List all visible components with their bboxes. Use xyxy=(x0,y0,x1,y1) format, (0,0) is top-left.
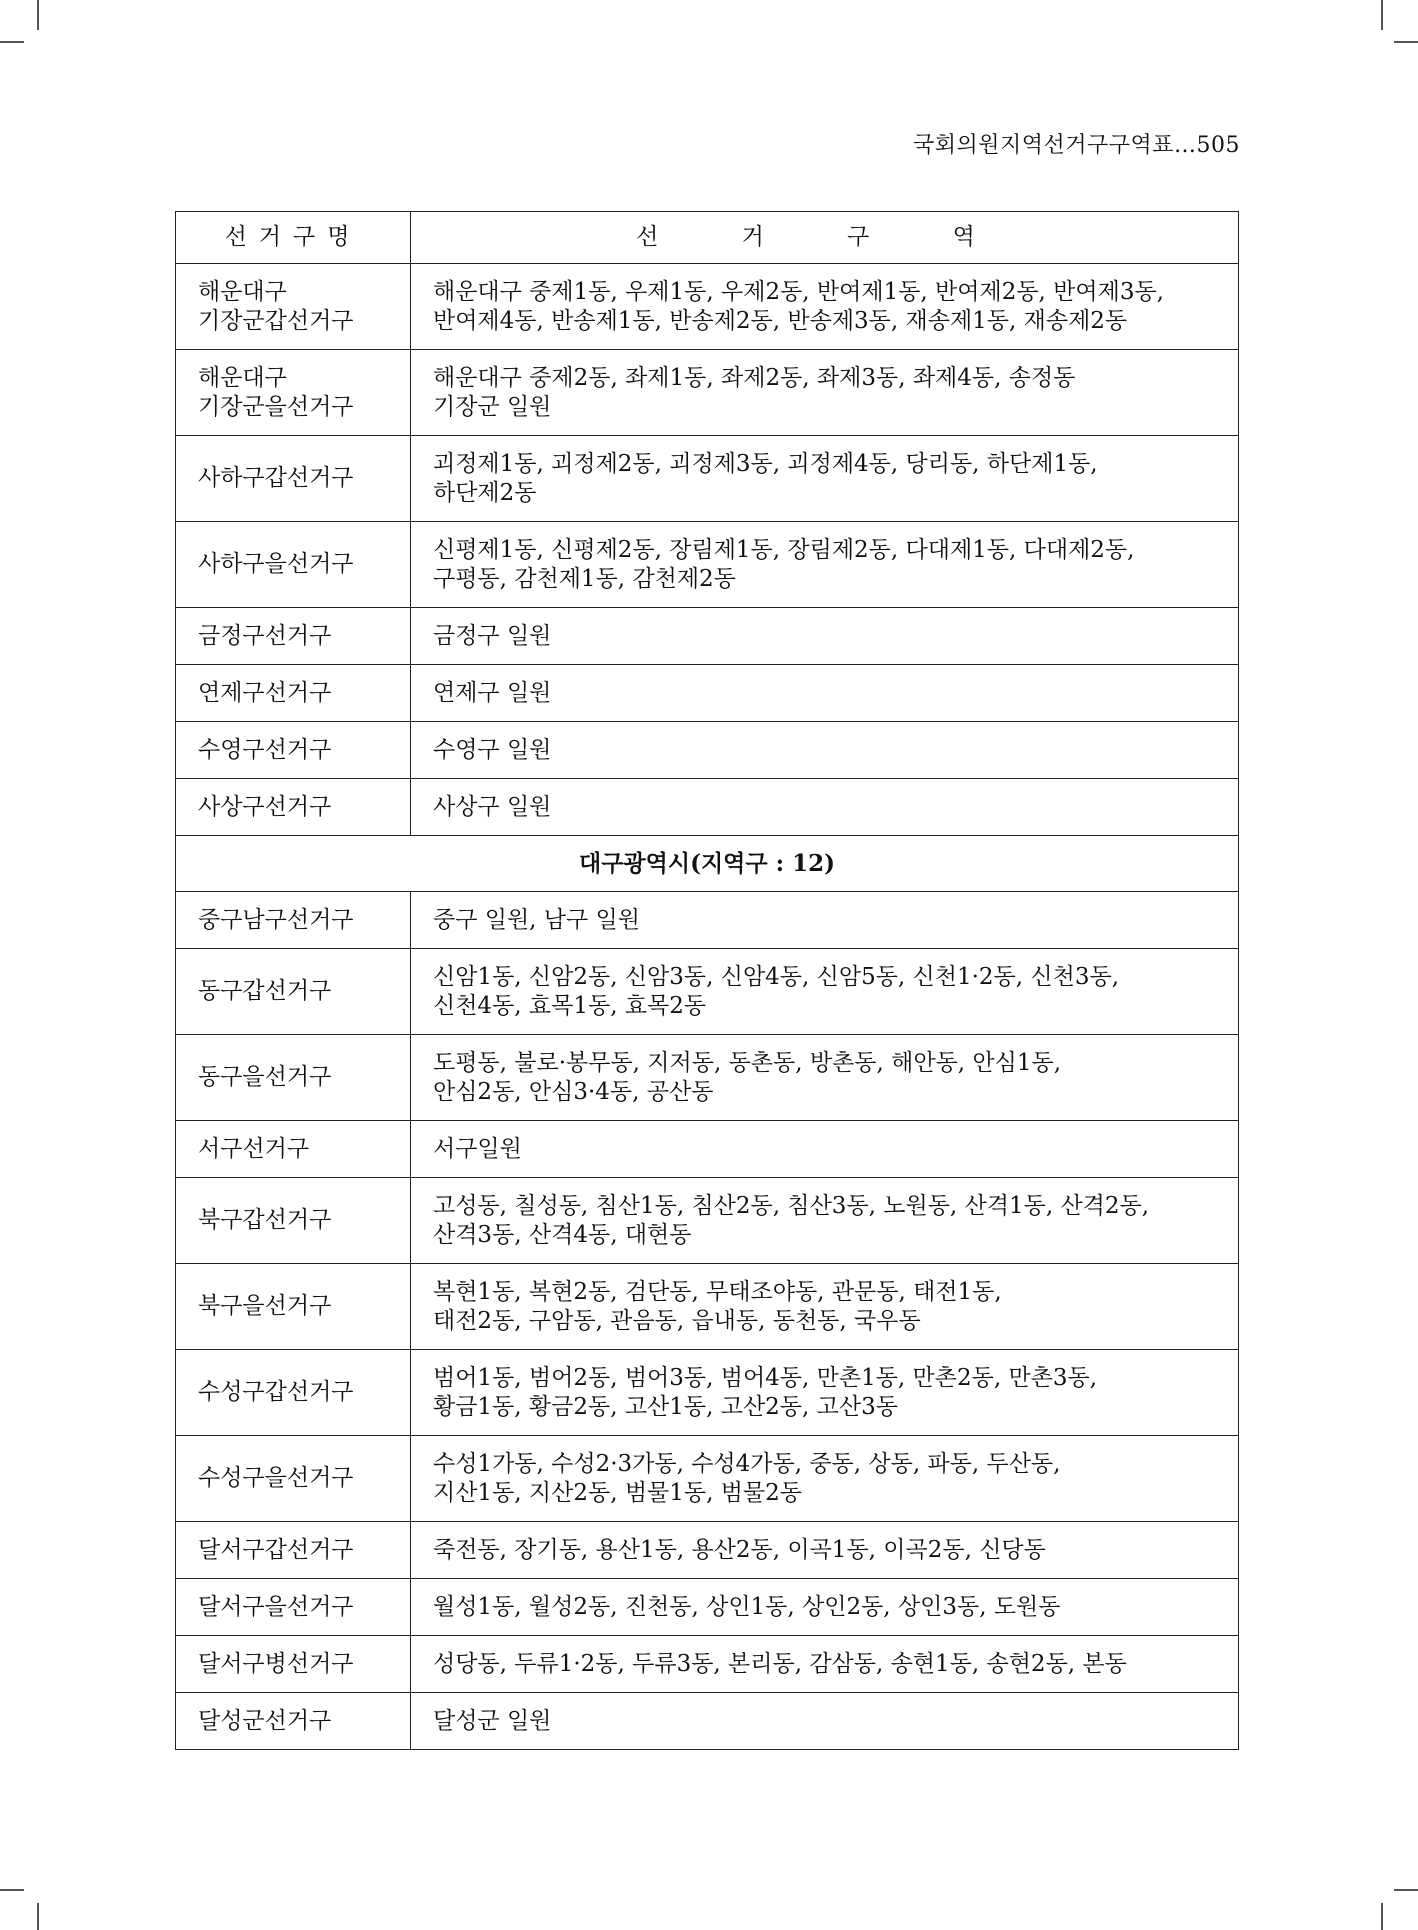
district-area: 도평동, 불로·봉무동, 지저동, 동촌동, 방촌동, 해안동, 안심1동, 안심2동, 안심3·4동, 공산동 xyxy=(411,1035,1239,1121)
table-row xyxy=(176,436,1239,522)
section-row xyxy=(176,836,1239,892)
table-row xyxy=(176,1178,1239,1264)
section-title: 대구광역시(지역구 : 12) xyxy=(176,836,1239,892)
district-area: 성당동, 두류1·2동, 두류3동, 본리동, 감삼동, 송현1동, 송현2동, 본동 xyxy=(411,1636,1239,1693)
table-row xyxy=(176,1522,1239,1579)
district-area: 복현1동, 복현2동, 검단동, 무태조야동, 관문동, 태전1동, 태전2동, 구암동, 관음동, 읍내동, 동천동, 국우동 xyxy=(411,1264,1239,1350)
district-area: 신평제1동, 신평제2동, 장림제1동, 장림제2동, 다대제1동, 다대제2동, 구평동, 감천제1동, 감천제2동 xyxy=(411,522,1239,608)
district-table xyxy=(175,211,1239,1750)
crop-mark xyxy=(37,0,39,30)
table-row xyxy=(176,1579,1239,1636)
district-name: 달서구병선거구 xyxy=(176,1636,411,1693)
table-row xyxy=(176,722,1239,779)
table-row xyxy=(176,779,1239,836)
crop-mark xyxy=(1381,0,1383,30)
table-row xyxy=(176,665,1239,722)
table-row xyxy=(176,949,1239,1035)
crop-mark xyxy=(1394,1889,1418,1891)
district-area: 사상구 일원 xyxy=(411,779,1239,836)
table-row xyxy=(176,350,1239,436)
column-header-area: 선 거 구 역 xyxy=(411,212,1239,264)
crop-mark xyxy=(0,1889,24,1891)
table-row xyxy=(176,264,1239,350)
district-name: 북구을선거구 xyxy=(176,1264,411,1350)
district-area: 수영구 일원 xyxy=(411,722,1239,779)
district-area: 해운대구 중제2동, 좌제1동, 좌제2동, 좌제3동, 좌제4동, 송정동 기장군 일원 xyxy=(411,350,1239,436)
table-row xyxy=(176,1693,1239,1750)
table-row xyxy=(176,1121,1239,1178)
district-area: 연제구 일원 xyxy=(411,665,1239,722)
district-name: 동구을선거구 xyxy=(176,1035,411,1121)
district-area: 범어1동, 범어2동, 범어3동, 범어4동, 만촌1동, 만촌2동, 만촌3동, 황금1동, 황금2동, 고산1동, 고산2동, 고산3동 xyxy=(411,1350,1239,1436)
district-name: 사하구갑선거구 xyxy=(176,436,411,522)
district-area: 괴정제1동, 괴정제2동, 괴정제3동, 괴정제4동, 당리동, 하단제1동, 하단제2동 xyxy=(411,436,1239,522)
table-row xyxy=(176,1436,1239,1522)
table-row xyxy=(176,1264,1239,1350)
district-area: 월성1동, 월성2동, 진천동, 상인1동, 상인2동, 상인3동, 도원동 xyxy=(411,1579,1239,1636)
district-name: 달성군선거구 xyxy=(176,1693,411,1750)
district-name: 달서구갑선거구 xyxy=(176,1522,411,1579)
district-area: 해운대구 중제1동, 우제1동, 우제2동, 반여제1동, 반여제2동, 반여제3동, 반여제4동, 반송제1동, 반송제2동, 반송제3동, 재송제1동, 재송제2동 xyxy=(411,264,1239,350)
running-title: 국회의원지역선거구구역표…505 xyxy=(912,133,1240,158)
district-name: 달서구을선거구 xyxy=(176,1579,411,1636)
table-row xyxy=(176,522,1239,608)
district-area: 달성군 일원 xyxy=(411,1693,1239,1750)
table-row xyxy=(176,892,1239,949)
crop-mark xyxy=(1394,41,1418,43)
district-area: 금정구 일원 xyxy=(411,608,1239,665)
district-name: 동구갑선거구 xyxy=(176,949,411,1035)
table-row xyxy=(176,1350,1239,1436)
table-row xyxy=(176,608,1239,665)
table-header-row xyxy=(176,212,1239,264)
district-area: 수성1가동, 수성2·3가동, 수성4가동, 중동, 상동, 파동, 두산동, 지산1동, 지산2동, 범물1동, 범물2동 xyxy=(411,1436,1239,1522)
district-name: 연제구선거구 xyxy=(176,665,411,722)
district-name: 해운대구 기장군을선거구 xyxy=(176,350,411,436)
district-area: 죽전동, 장기동, 용산1동, 용산2동, 이곡1동, 이곡2동, 신당동 xyxy=(411,1522,1239,1579)
district-area: 신암1동, 신암2동, 신암3동, 신암4동, 신암5동, 신천1·2동, 신천3동, 신천4동, 효목1동, 효목2동 xyxy=(411,949,1239,1035)
district-name: 서구선거구 xyxy=(176,1121,411,1178)
district-name: 해운대구 기장군갑선거구 xyxy=(176,264,411,350)
district-name: 사상구선거구 xyxy=(176,779,411,836)
crop-mark xyxy=(37,1903,39,1930)
table-row xyxy=(176,1636,1239,1693)
district-name: 수성구을선거구 xyxy=(176,1436,411,1522)
column-header-name: 선거구명 xyxy=(176,212,411,264)
table-row xyxy=(176,1035,1239,1121)
district-area: 서구일원 xyxy=(411,1121,1239,1178)
district-name: 수영구선거구 xyxy=(176,722,411,779)
district-name: 금정구선거구 xyxy=(176,608,411,665)
district-name: 북구갑선거구 xyxy=(176,1178,411,1264)
district-name: 수성구갑선거구 xyxy=(176,1350,411,1436)
district-area: 고성동, 칠성동, 침산1동, 침산2동, 침산3동, 노원동, 산격1동, 산격2동, 산격3동, 산격4동, 대현동 xyxy=(411,1178,1239,1264)
crop-mark xyxy=(1381,1903,1383,1930)
crop-mark xyxy=(0,41,24,43)
district-area: 중구 일원, 남구 일원 xyxy=(411,892,1239,949)
district-name: 사하구을선거구 xyxy=(176,522,411,608)
district-name: 중구남구선거구 xyxy=(176,892,411,949)
